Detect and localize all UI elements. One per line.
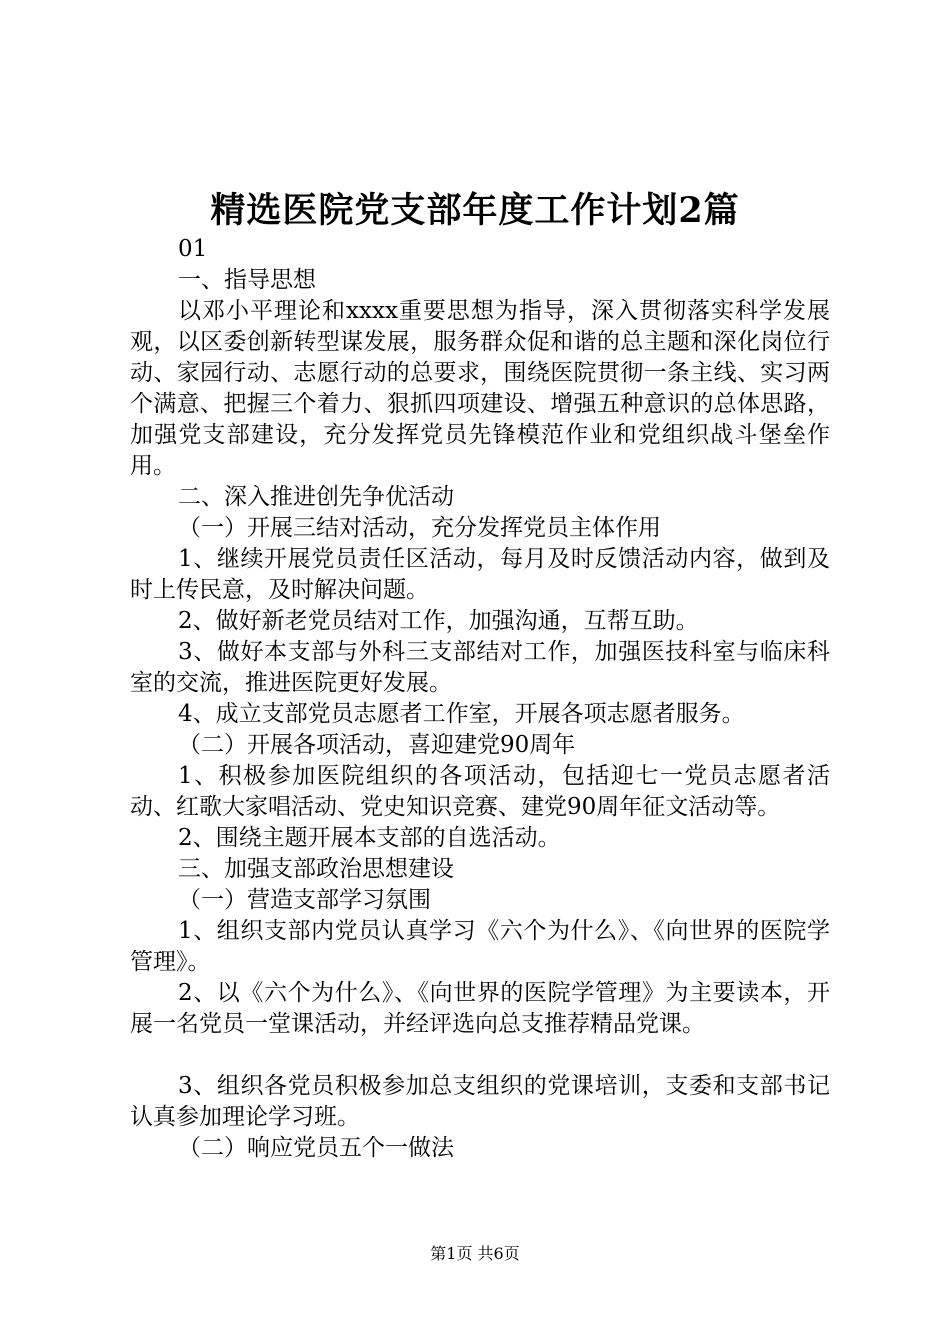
paragraph: 3、做好本支部与外科三支部结对工作，加强医技科室与临床科室的交流，推进医院更好发展。	[130, 639, 830, 696]
paragraph: 以邓小平理论和xxxx重要思想为指导，深入贯彻落实科学发展观，以区委创新转型谋发展，服务群众促和谐的总主题和深化岗位行动、家园行动、志愿行动的总要求，围绕医院贯彻一条主线、实习两个满意、把握三个着力、狠抓四项建设、增强五种意识的总体思路，加强党支部建设，充分发挥党员先锋模范作业和党组织战斗堡垒作用。	[130, 298, 830, 479]
section-heading: 二、深入推进创先争优活动	[178, 484, 454, 510]
section-heading: 三、加强支部政治思想建设	[178, 856, 454, 882]
paragraph: 2、做好新老党员结对工作，加强沟通，互帮互助。	[178, 608, 699, 634]
page-number-footer: 第1页 共6页	[430, 1244, 520, 1263]
paragraph: 2、以《六个为什么》、《向世界的医院学管理》为主要读本，开展一名党员一堂课活动，并经评选向总支推荐精品党课。	[130, 980, 830, 1037]
document-body	[130, 234, 830, 1164]
paragraph: 1、继续开展党员责任区活动，每月及时反馈活动内容，做到及时上传民意，及时解决问题。	[130, 546, 830, 603]
paragraph: 1、积极参加医院组织的各项活动，包括迎七一党员志愿者活动、红歌大家唱活动、党史知识竞赛、建党90周年征文活动等。	[130, 763, 830, 820]
paragraph: 3、组织各党员积极参加总支组织的党课培训，支委和支部书记认真参加理论学习班。	[130, 1073, 830, 1130]
subsection-heading: （二）响应党员五个一做法	[178, 1135, 454, 1161]
paragraph: 2、围绕主题开展本支部的自选活动。	[178, 825, 561, 851]
paragraph: 1、组织支部内党员认真学习《六个为什么》、《向世界的医院学管理》。	[130, 918, 830, 975]
subsection-heading: （二）开展各项活动，喜迎建党90周年	[178, 732, 576, 758]
document-title: 精选医院党支部年度工作计划2篇	[210, 190, 740, 231]
subsection-heading: （一）开展三结对活动，充分发挥党员主体作用	[178, 515, 661, 541]
blank-line	[130, 1040, 830, 1071]
subsection-heading: （一）营造支部学习氛围	[178, 887, 431, 913]
paragraph: 4、成立支部党员志愿者工作室，开展各项志愿者服务。	[178, 701, 745, 727]
section-heading: 一、指导思想	[178, 267, 316, 293]
paragraph: 01	[178, 236, 208, 262]
